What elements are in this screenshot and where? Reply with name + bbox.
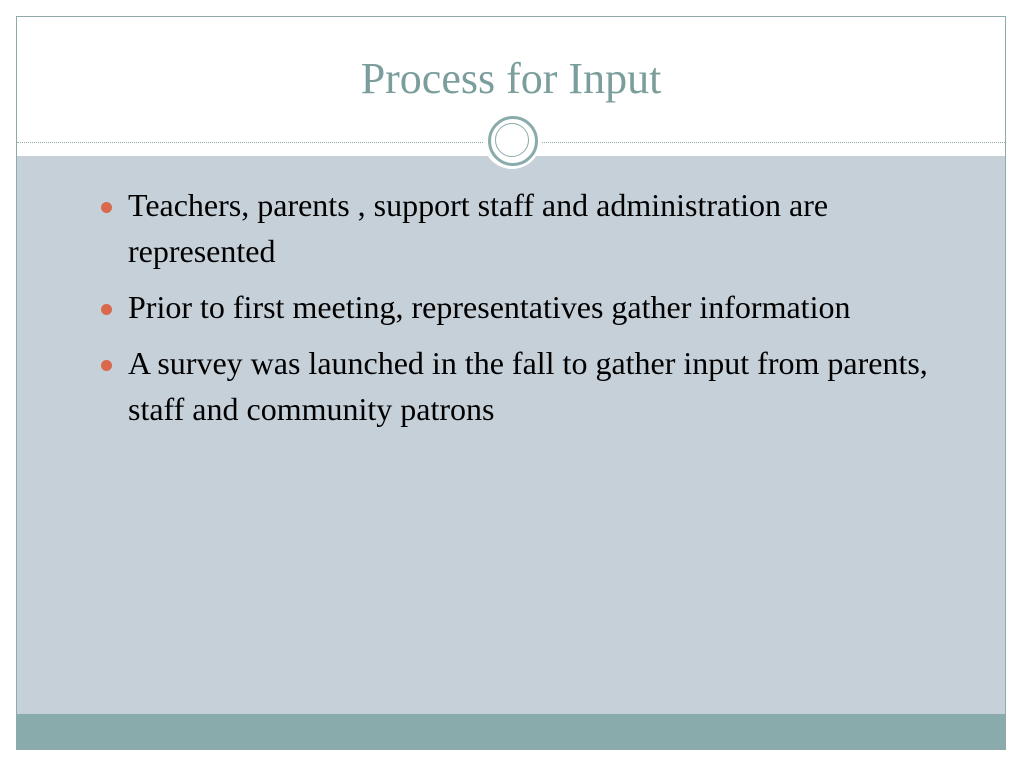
bullet-list [96,182,956,442]
bullet-item [96,340,956,432]
bullet-dot-icon [101,360,112,371]
bullet-dot-icon [101,202,112,213]
bullet-text: Teachers, parents , support staff and administration are represented [128,187,829,269]
bullet-item [96,284,956,330]
footer-band [17,714,1005,749]
circle-inner [495,123,529,157]
bullet-item [96,182,956,274]
bullet-text: Prior to first meeting, representatives gather information [128,289,851,325]
bullet-dot-icon [101,304,112,315]
slide-title: Process for Input [360,54,662,103]
bullet-text: A survey was launched in the fall to gather input from parents, staff and community patrons [128,345,928,427]
